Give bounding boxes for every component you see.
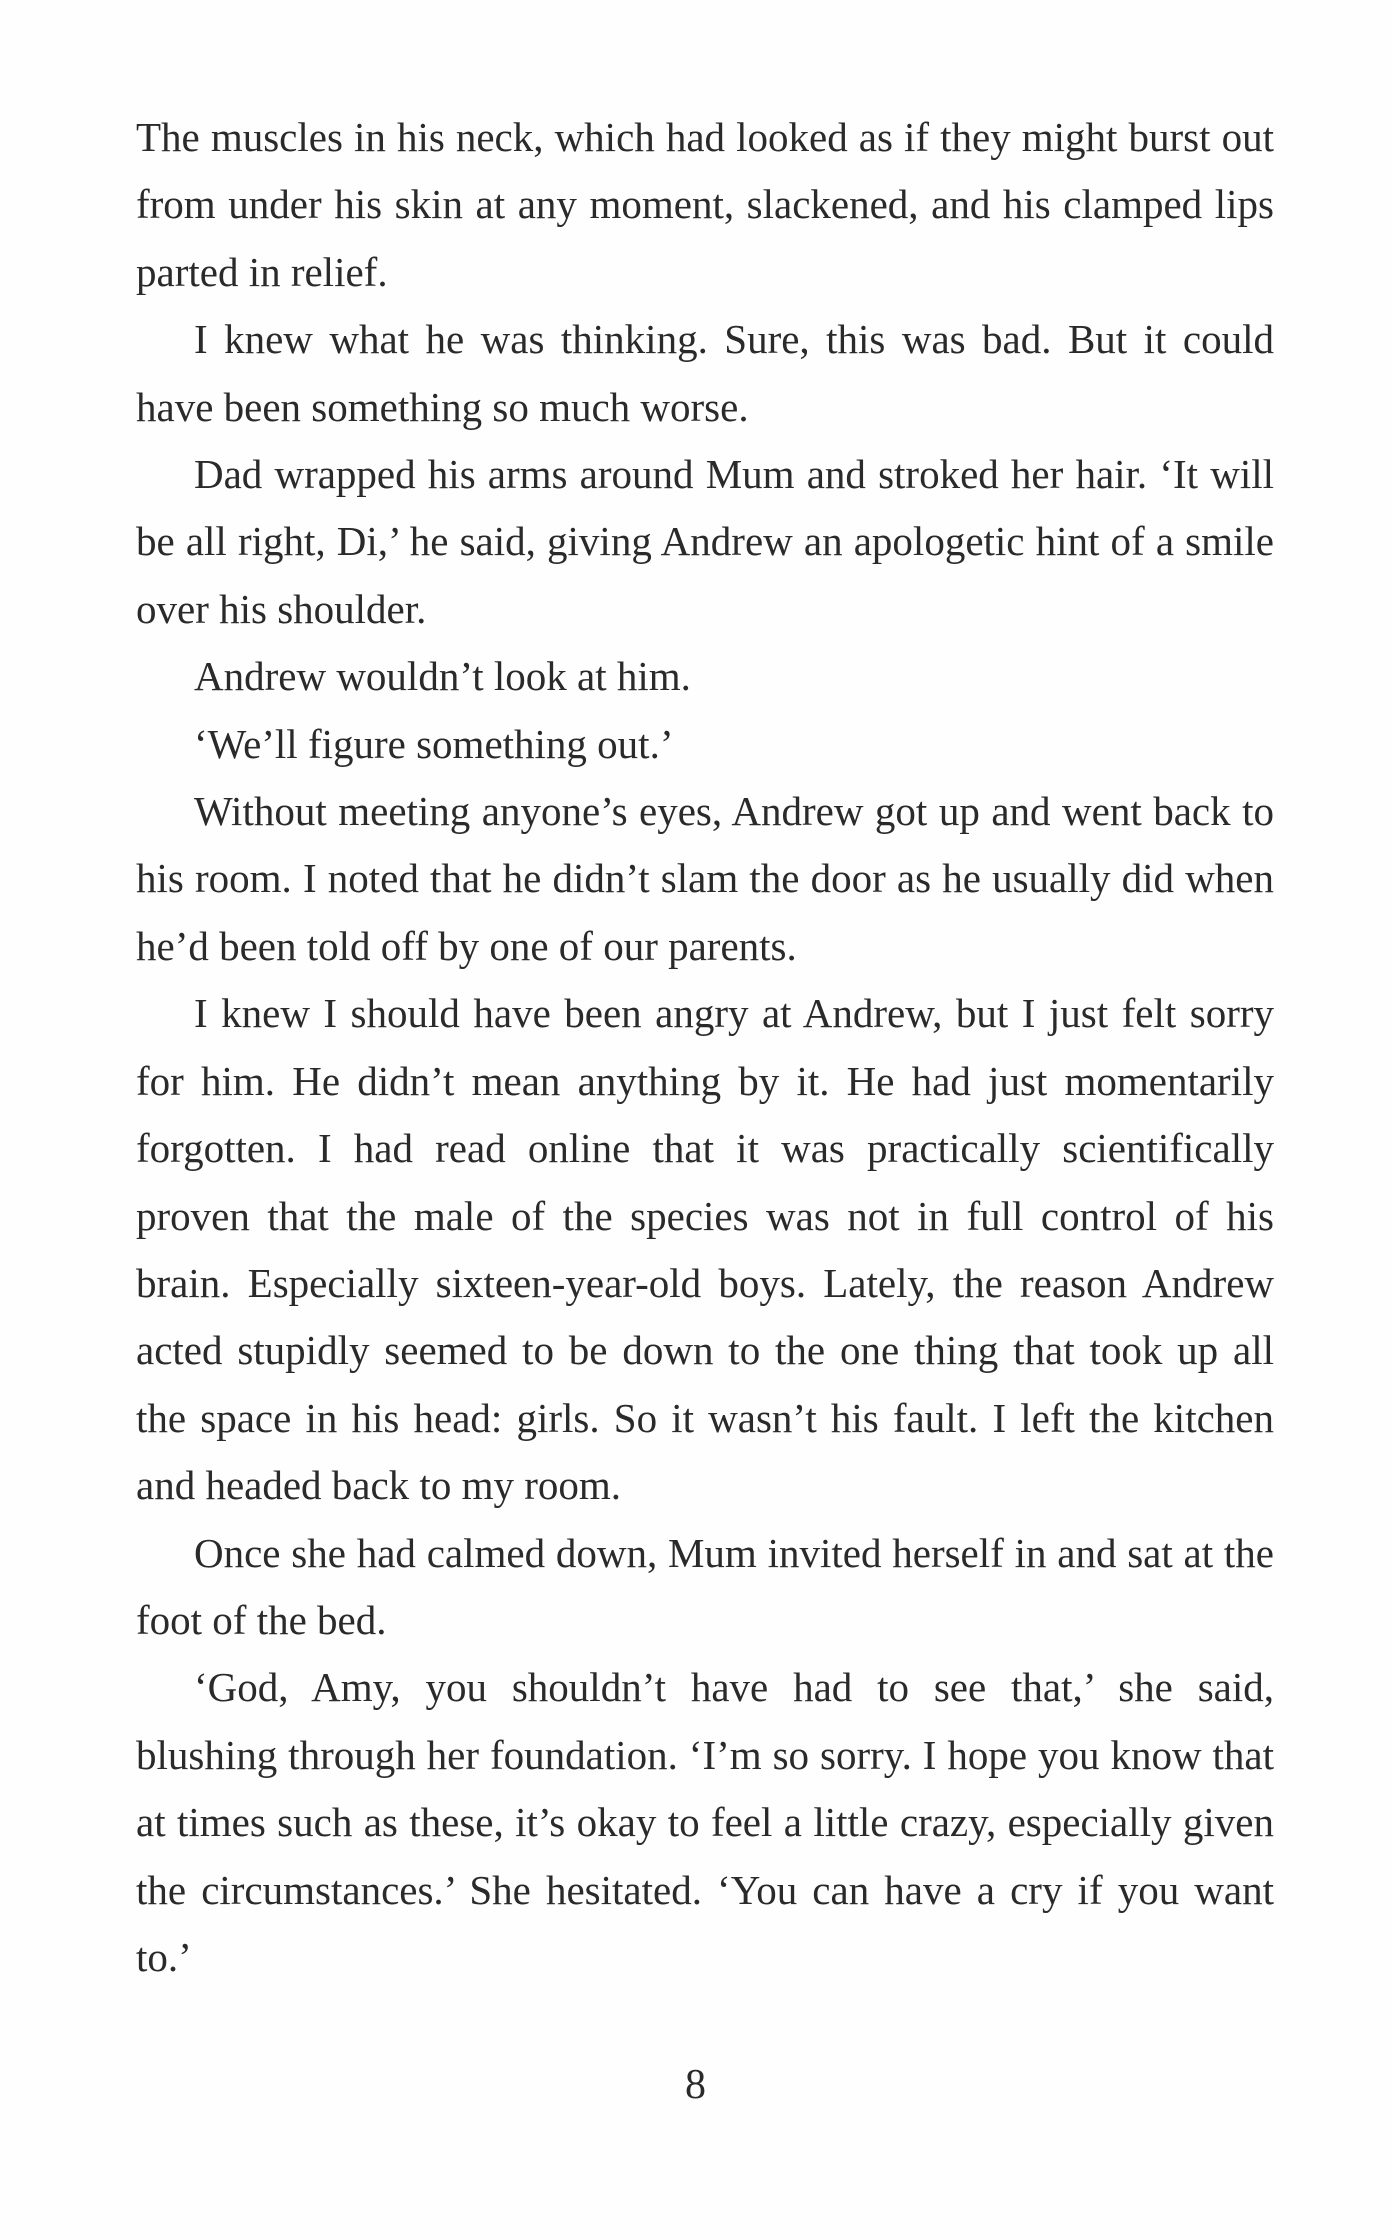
paragraph-1: The muscles in his neck, which had looked as if they might burst out from under his skin at any moment, slackened, and his clamped lips parted in relief. (136, 114, 1274, 295)
body-text (136, 104, 1274, 1991)
paragraph-6: Without meeting anyone’s eyes, Andrew got up and went back to his room. I noted that he didn’t slam the door as he usually did when he’d been told off by one of our parents. (136, 788, 1274, 969)
paragraph-9: ‘God, Amy, you shouldn’t have had to see that,’ she said, blushing through her foundation. ‘I’m so sorry. I hope you know that at times such as these, it’s okay to feel a little crazy, especially given the circumstances.’ She hesitated. ‘You can have a cry if you want to.’ (136, 1664, 1274, 1980)
paragraph-4: Andrew wouldn’t look at him. (194, 653, 691, 700)
paragraph-2: I knew what he was thinking. Sure, this was bad. But it could have been something so much worse. (136, 316, 1274, 430)
paragraph-8: Once she had calmed down, Mum invited herself in and sat at the foot of the bed. (136, 1529, 1274, 1643)
paragraph-5: ‘We’ll figure something out.’ (194, 720, 674, 767)
page-number: 8 (685, 2062, 706, 2108)
paragraph-7: I knew I should have been angry at Andrew, but I just felt sorry for him. He didn’t mean anything by it. He had just momentarily forgotten. I had read online that it was practically scientifically proven that the male of the species was not in full control of his brain. Especially sixteen-year-old boys. Lately, the reason Andrew acted stupidly seemed to be down to the one thing that took up all the space in his head: girls. So it wasn’t his fault. I left the kitchen and headed back to my room. (136, 990, 1274, 1509)
paragraph-3: Dad wrapped his arms around Mum and stroked her hair. ‘It will be all right, Di,’ he said, giving Andrew an apologetic hint of a smile over his shoulder. (136, 451, 1274, 632)
